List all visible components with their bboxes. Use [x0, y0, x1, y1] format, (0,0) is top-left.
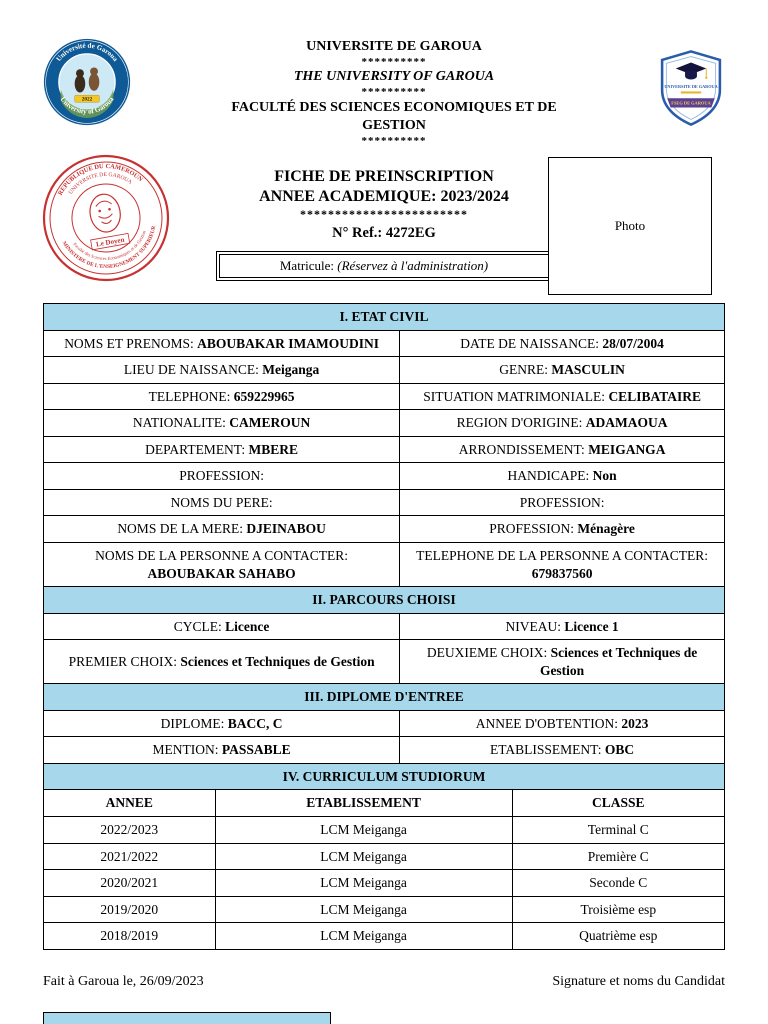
column-header-etablissement: ETABLISSEMENT — [215, 790, 512, 817]
table-row — [44, 542, 725, 586]
field-value: PASSABLE — [221, 742, 291, 758]
column-header-annee: ANNEE — [44, 790, 216, 817]
cell-departement — [44, 436, 400, 463]
cell-etablissement: LCM Meiganga — [215, 816, 512, 843]
cell-handicape — [400, 463, 725, 490]
footer — [43, 974, 725, 990]
field-value: Ménagère — [577, 521, 635, 537]
cell-nationalite — [44, 410, 400, 437]
field-label: PROFESSION: — [179, 468, 264, 484]
field-value: 659229965 — [233, 388, 295, 404]
cell-classe: Quatrième esp — [512, 923, 724, 950]
field-label: ETABLISSEMENT: — [490, 742, 605, 758]
field-value: 2023 — [621, 715, 649, 731]
field-value: 28/07/2004 — [602, 335, 664, 351]
table-row — [44, 737, 725, 764]
cell-region-origine — [400, 410, 725, 437]
field-value: CAMEROUN — [229, 415, 311, 431]
logo-ring-top-text: Université de Garoua — [54, 41, 120, 64]
cell-personne-contacter — [44, 542, 400, 586]
field-label: NOMS DU PERE: — [170, 494, 273, 510]
field-label: PROFESSION: — [489, 521, 578, 537]
cell-lieu-naissance — [44, 357, 400, 384]
section-header-row — [44, 304, 725, 331]
logo-year-text: 2022 — [81, 96, 93, 103]
cell-diplome — [44, 710, 400, 737]
field-value: Licence 1 — [564, 618, 619, 634]
field-label: DEUXIEME CHOIX: — [426, 645, 551, 661]
field-value: CELIBATAIRE — [608, 388, 701, 404]
stamp-arc-bottom-inner-text: Faculté des Sciences Economiques et de Gestion — [72, 230, 147, 262]
field-value: DJEINABOU — [246, 521, 326, 537]
cell-profession-mere — [400, 516, 725, 543]
form-table-main — [43, 303, 725, 764]
curriculum-row — [44, 896, 725, 923]
section-title-parcours: II. PARCOURS CHOISI — [44, 587, 725, 614]
field-label: PREMIER CHOIX: — [68, 653, 181, 669]
section-title-etat-civil: I. ETAT CIVIL — [44, 304, 725, 331]
cell-genre — [400, 357, 725, 384]
cell-telephone-contact — [400, 542, 725, 586]
stars-divider: ********** — [361, 56, 427, 69]
field-label: LIEU DE NAISSANCE: — [123, 362, 263, 378]
curriculum-row — [44, 870, 725, 897]
field-value: MBERE — [248, 441, 299, 457]
cell-classe: Seconde C — [512, 870, 724, 897]
cell-profession — [44, 463, 400, 490]
cell-etablissement: LCM Meiganga — [215, 870, 512, 897]
dean-stamp — [31, 143, 182, 294]
table-row — [44, 436, 725, 463]
cell-annee: 2022/2023 — [44, 816, 216, 843]
section-title-curriculum: IV. CURRICULUM STUDIORUM — [44, 763, 725, 790]
logo-ring-bottom-text: University of Garoua — [58, 95, 116, 116]
field-label: ANNEE D'OBTENTION: — [475, 715, 622, 731]
cell-annee: 2019/2020 — [44, 896, 216, 923]
university-seal-icon — [43, 38, 131, 126]
field-value: MEIGANGA — [588, 441, 666, 457]
form-title: FICHE DE PREINSCRIPTION — [274, 168, 494, 186]
faculty-name: FACULTÉ DES SCIENCES ECONOMIQUES ET DE GESTION — [231, 99, 557, 133]
field-value: MASCULIN — [551, 362, 625, 378]
academic-year: ANNEE ACADEMIQUE: 2023/2024 — [259, 188, 509, 206]
photo-label: Photo — [614, 218, 646, 234]
reference-number: N° Ref.: 4272EG — [332, 225, 436, 242]
field-label: DIPLOME: — [160, 715, 228, 731]
section-header-row — [44, 587, 725, 614]
university-name-fr: UNIVERSITE DE GAROUA — [306, 39, 482, 54]
stamp-banner-text: Le Doyen — [95, 235, 126, 249]
matricule-box — [216, 251, 552, 281]
faculty-shield-icon — [657, 48, 725, 128]
table-row — [44, 516, 725, 543]
university-name-en: THE UNIVERSITY OF GAROUA — [293, 69, 495, 85]
field-label: REGION D'ORIGINE: — [456, 415, 586, 431]
field-value: Non — [592, 468, 617, 484]
cell-telephone — [44, 383, 400, 410]
stars-divider: ************************ — [300, 207, 468, 222]
field-value: ABOUBAKAR IMAMOUDINI — [197, 335, 379, 351]
section-header-row — [44, 684, 725, 711]
field-label: MENTION: — [152, 742, 222, 758]
university-seal-logo — [43, 38, 131, 126]
field-label: HANDICAPE: — [507, 468, 593, 484]
cell-annee: 2018/2019 — [44, 923, 216, 950]
field-value: Sciences et Techniques de Gestion — [539, 645, 698, 678]
cell-noms-pere — [44, 489, 400, 516]
cell-classe: Première C — [512, 843, 724, 870]
field-label: CYCLE: — [173, 618, 226, 634]
cell-classe: Troisième esp — [512, 896, 724, 923]
field-value: ABOUBAKAR SAHABO — [147, 565, 296, 581]
cell-arrondissement — [400, 436, 725, 463]
cell-etablissement: LCM Meiganga — [215, 896, 512, 923]
cell-noms-mere — [44, 516, 400, 543]
field-label: GENRE: — [499, 362, 552, 378]
cell-cycle — [44, 613, 400, 640]
header — [43, 34, 725, 147]
field-label: DATE DE NAISSANCE: — [460, 335, 603, 351]
footer-date-place: Fait à Garoua le, 26/09/2023 — [43, 973, 204, 989]
curriculum-row — [44, 843, 725, 870]
cell-annee: 2021/2022 — [44, 843, 216, 870]
cell-annee-obtention — [400, 710, 725, 737]
column-header-classe: CLASSE — [512, 790, 724, 817]
shield-university-text: UNIVERSITE DE GAROUA — [664, 84, 718, 89]
cell-etablissement: LCM Meiganga — [215, 843, 512, 870]
cell-annee: 2020/2021 — [44, 870, 216, 897]
cell-date-naissance — [400, 330, 725, 357]
header-text-block — [131, 34, 657, 147]
cell-deuxieme-choix — [400, 640, 725, 684]
cell-etablissement: LCM Meiganga — [215, 923, 512, 950]
field-label: TELEPHONE DE LA PERSONNE A CONTACTER: — [416, 547, 708, 563]
curriculum-row — [44, 923, 725, 950]
faculty-shield-logo — [657, 48, 725, 128]
stamp-arc-top-outer-text: REPUBLIQUE DU CAMEROUN — [56, 162, 144, 197]
curriculum-table — [43, 763, 725, 950]
field-label: ARRONDISSEMENT: — [458, 441, 589, 457]
section-title-diplome: III. DIPLOME D'ENTREE — [44, 684, 725, 711]
title-section — [43, 151, 725, 303]
dean-stamp-icon — [31, 143, 182, 294]
matricule-label: Matricule: — [279, 258, 338, 274]
field-value: Licence — [225, 618, 270, 634]
field-label: DEPARTEMENT: — [145, 441, 249, 457]
stamp-arc-bottom-outer-text: MINISTERE DE L'ENSEIGNEMENT SUPERIEUR — [60, 225, 158, 271]
matricule-note: (Réservez à l'administration) — [337, 258, 489, 274]
stars-divider: ********** — [361, 86, 427, 99]
cell-classe: Terminal C — [512, 816, 724, 843]
table-row — [44, 640, 725, 684]
table-row — [44, 613, 725, 640]
field-label: TELEPHONE: — [148, 388, 234, 404]
curriculum-row — [44, 816, 725, 843]
field-label: NOMS DE LA MERE: — [117, 521, 247, 537]
field-label: NIVEAU: — [505, 618, 565, 634]
shield-ribbon-text: FSEG DE GAROUA — [671, 100, 711, 106]
table-row — [44, 710, 725, 737]
cell-mention — [44, 737, 400, 764]
next-section-edge — [43, 1012, 331, 1024]
section-header-row — [44, 763, 725, 790]
table-row — [44, 489, 725, 516]
field-label: NATIONALITE: — [132, 415, 230, 431]
field-label: NOMS DE LA PERSONNE A CONTACTER: — [95, 547, 348, 563]
table-row — [44, 357, 725, 384]
field-value: OBC — [604, 742, 635, 758]
curriculum-header-row — [44, 790, 725, 817]
footer-signature-label: Signature et noms du Candidat — [552, 973, 725, 989]
field-value: ADAMAOUA — [585, 415, 668, 431]
cell-situation-matrimoniale — [400, 383, 725, 410]
table-row — [44, 330, 725, 357]
stars-divider: ********** — [361, 134, 427, 147]
field-label: SITUATION MATRIMONIALE: — [423, 388, 609, 404]
table-row — [44, 383, 725, 410]
cell-etablissement — [400, 737, 725, 764]
field-value: BACC, C — [227, 715, 283, 731]
table-row — [44, 410, 725, 437]
cell-profession-pere — [400, 489, 725, 516]
field-label: NOMS ET PRENOMS: — [64, 335, 198, 351]
cell-premier-choix — [44, 640, 400, 684]
stamp-arc-top-inner-text: UNIVERSITE DE GAROUA — [67, 172, 133, 196]
field-label: PROFESSION: — [519, 494, 605, 510]
matricule-inner-box — [219, 254, 549, 278]
photo-box — [548, 157, 712, 295]
cell-niveau — [400, 613, 725, 640]
cell-noms-prenoms — [44, 330, 400, 357]
table-row — [44, 463, 725, 490]
field-value: Meiganga — [262, 362, 320, 378]
field-value: 679837560 — [531, 565, 593, 581]
field-value: Sciences et Techniques de Gestion — [180, 653, 375, 669]
